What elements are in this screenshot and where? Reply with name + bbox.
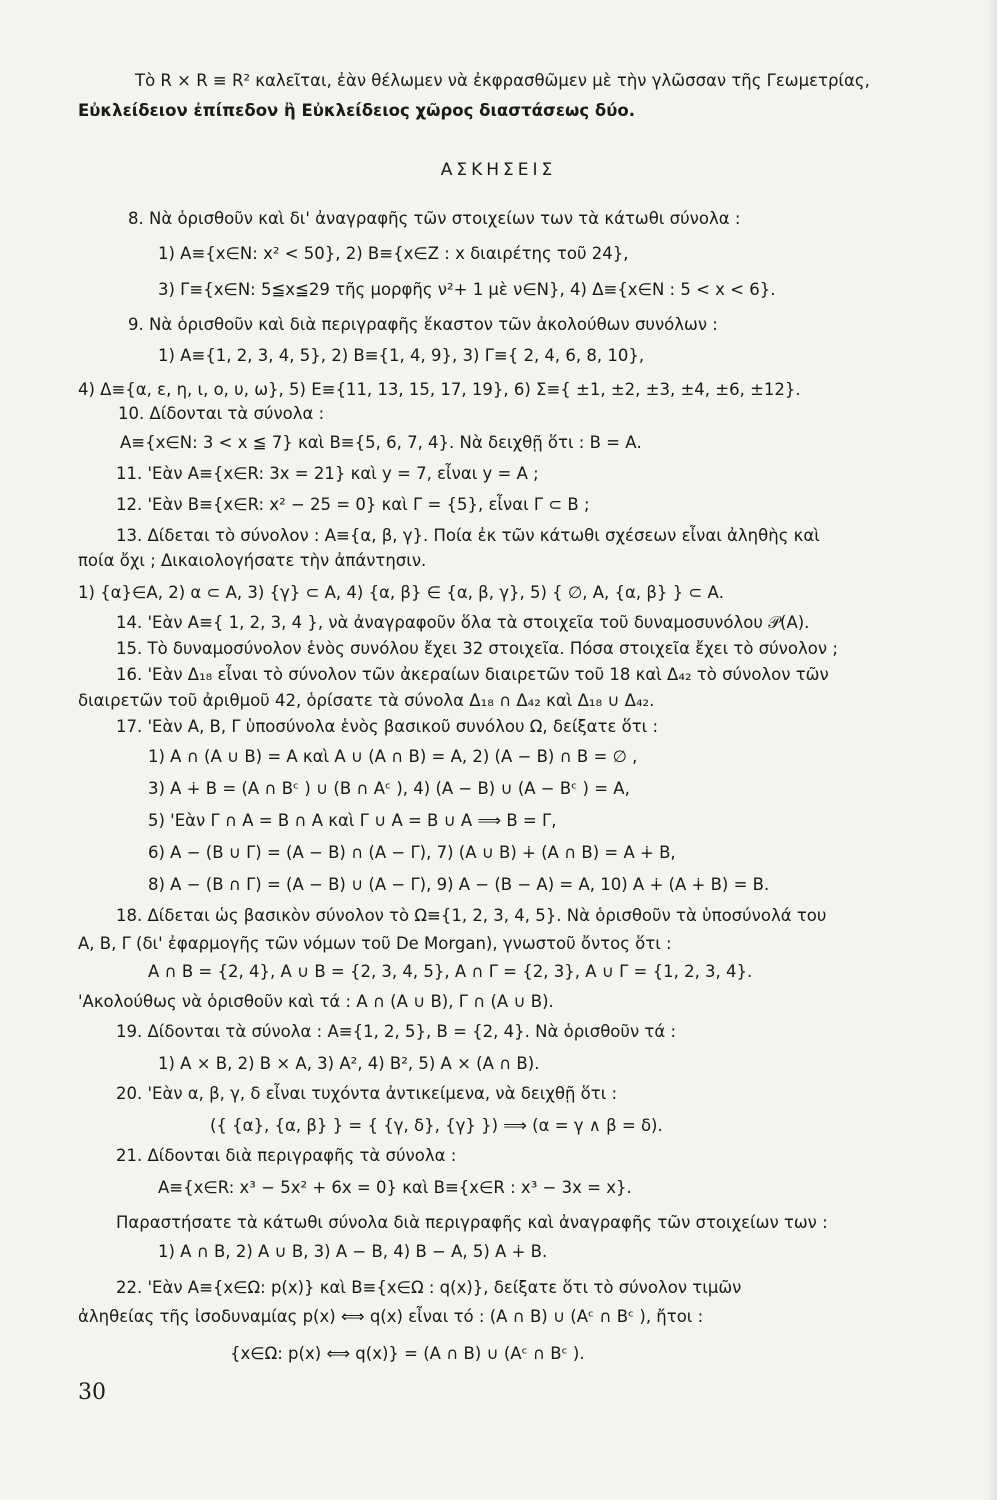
exercise-16-line: διαιρετῶν τοῦ ἀριθμοῦ 42, ὁρίσατε τὰ σύνολα Δ₁₈ ∩ Δ₄₂ καὶ Δ₁₈ ∪ Δ₄₂.: [78, 691, 655, 710]
exercise-19-line: 1) Α × Β, 2) Β × Α, 3) Α², 4) Β², 5) Α × (Α ∩ Β).: [158, 1054, 540, 1073]
exercise-17-line: 3) Α ∔ Β = (Α ∩ Βᶜ ) ∪ (Β ∩ Αᶜ ), 4) (Α − Β) ∪ (Α − Βᶜ ) = Α,: [148, 779, 630, 798]
exercise-18-line: Α, Β, Γ (δι' ἐφαρμογῆς τῶν νόμων τοῦ De Morgan), γνωστοῦ ὄντος ὅτι :: [78, 934, 672, 953]
exercise-18-line: 18. Δίδεται ὡς βασικὸν σύνολον τὸ Ω≡{1, 2, 3, 4, 5}. Νὰ ὁρισθοῦν τὰ ὑποσύνολά του: [116, 906, 827, 925]
intro-line-2: Εὐκλείδειον ἐπίπεδον ἢ Εὐκλείδειος χῶρος διαστάσεως δύο.: [78, 101, 635, 120]
exercise-21-line: 21. Δίδονται διὰ περιγραφῆς τὰ σύνολα :: [116, 1146, 457, 1165]
exercise-18-line: 'Ακολούθως νὰ ὁρισθοῦν καὶ τά : Α ∩ (Α ∪ Β), Γ ∩ (Α ∪ Β).: [78, 992, 554, 1011]
exercise-9-line: 9. Νὰ ὁρισθοῦν καὶ διὰ περιγραφῆς ἕκαστον τῶν ἀκολούθων συνόλων :: [128, 315, 718, 334]
exercise-17-line: 1) Α ∩ (Α ∪ Β) = Α καὶ Α ∪ (Α ∩ Β) = Α, 2) (Α − Β) ∩ Β = ∅ ,: [148, 747, 638, 766]
exercise-10-line: 10. Δίδονται τὰ σύνολα :: [118, 404, 325, 423]
exercise-8-line: 1) Α≡{x∈N: x² < 50}, 2) Β≡{x∈Z : x διαιρέτης τοῦ 24},: [158, 244, 629, 263]
exercise-22-line: ἀληθείας τῆς ἰσοδυναμίας p(x) ⟺ q(x) εἶναι τό : (Α ∩ Β) ∪ (Αᶜ ∩ Βᶜ ), ἤτοι :: [78, 1307, 704, 1326]
exercise-12-line: 12. 'Εὰν Β≡{x∈R: x² − 25 = 0} καὶ Γ = {5}, εἶναι Γ ⊂ Β ;: [116, 495, 590, 514]
exercise-22-line: 22. 'Εὰν Α≡{x∈Ω: p(x)} καὶ Β≡{x∈Ω : q(x)}, δείξατε ὅτι τὸ σύνολον τιμῶν: [116, 1278, 742, 1297]
exercise-8-line: 8. Νὰ ὁρισθοῦν καὶ δι' ἀναγραφῆς τῶν στοιχείων των τὰ κάτωθι σύνολα :: [128, 209, 741, 228]
exercise-20-line: ({ {α}, {α, β} } = { {γ, δ}, {γ} }) ⟹ (α = γ ∧ β = δ).: [210, 1116, 663, 1135]
exercise-17-line: 17. 'Εὰν Α, Β, Γ ὑποσύνολα ἑνὸς βασικοῦ συνόλου Ω, δείξατε ὅτι :: [116, 717, 659, 736]
exercise-20-line: 20. 'Εὰν α, β, γ, δ εἶναι τυχόντα ἀντικείμενα, νὰ δειχθῇ ὅτι :: [116, 1084, 618, 1103]
page-number: 30: [78, 1380, 106, 1405]
exercise-15-line: 15. Τὸ δυναμοσύνολον ἑνὸς συνόλου ἔχει 32 στοιχεῖα. Πόσα στοιχεῖα ἔχει τὸ σύνολον ;: [116, 639, 838, 658]
exercise-8-line: 3) Γ≡{x∈N: 5≦x≦29 τῆς μορφῆς ν²+ 1 μὲ ν∈N}, 4) Δ≡{x∈N : 5 < x < 6}.: [158, 280, 776, 299]
exercise-17-line: 8) Α − (Β ∩ Γ) = (Α − Β) ∪ (Α − Γ), 9) Α − (Β − Α) = Α, 10) Α ∔ (Α ∔ Β) = Β.: [148, 875, 770, 894]
exercise-10-line: Α≡{x∈N: 3 < x ≦ 7} καὶ Β≡{5, 6, 7, 4}. Νὰ δειχθῇ ὅτι : Β = Α.: [120, 433, 642, 452]
exercise-9-line: 4) Δ≡{α, ε, η, ι, ο, υ, ω}, 5) Ε≡{11, 13, 15, 17, 19}, 6) Σ≡{ ±1, ±2, ±3, ±4, ±6, ±12}.: [78, 380, 801, 399]
exercise-17-line: 6) Α − (Β ∪ Γ) = (Α − Β) ∩ (Α − Γ), 7) (Α ∪ Β) ∔ (Α ∩ Β) = Α ∔ Β,: [148, 843, 676, 862]
exercise-21-line: Α≡{x∈R: x³ − 5x² + 6x = 0} καὶ Β≡{x∈R : x³ − 3x = x}.: [158, 1178, 632, 1197]
exercise-13-line: 13. Δίδεται τὸ σύνολον : Α≡{α, β, γ}. Ποία ἐκ τῶν κάτωθι σχέσεων εἶναι ἀληθὴς καὶ: [116, 526, 820, 545]
exercise-13-line: ποία ὄχι ; Δικαιολογήσατε τὴν ἀπάντησιν.: [78, 551, 427, 570]
exercise-22-line: {x∈Ω: p(x) ⟺ q(x)} = (Α ∩ Β) ∪ (Αᶜ ∩ Βᶜ ).: [230, 1344, 585, 1363]
exercise-21-line: 1) Α ∩ Β, 2) Α ∪ Β, 3) Α − Β, 4) Β − Α, 5) Α ∔ Β.: [158, 1242, 548, 1261]
exercise-13-line: 1) {α}∈Α, 2) α ⊂ Α, 3) {γ} ⊂ Α, 4) {α, β} ∈ {α, β, γ}, 5) { ∅, Α, {α, β} } ⊂ Α.: [78, 583, 724, 602]
exercise-14-line: 14. 'Εὰν Α≡{ 1, 2, 3, 4 }, νὰ ἀναγραφοῦν ὅλα τὰ στοιχεῖα τοῦ δυναμοσυνόλου 𝒫(Α).: [116, 613, 810, 632]
page-edge: [987, 0, 997, 1500]
exercise-17-line: 5) 'Εὰν Γ ∩ Α = Β ∩ Α καὶ Γ ∪ Α = Β ∪ Α ⟹ Β = Γ,: [148, 811, 557, 830]
exercise-19-line: 19. Δίδονται τὰ σύνολα : Α≡{1, 2, 5}, Β = {2, 4}. Νὰ ὁρισθοῦν τά :: [116, 1022, 677, 1041]
exercise-18-line: Α ∩ Β = {2, 4}, Α ∪ Β = {2, 3, 4, 5}, Α ∩ Γ = {2, 3}, Α ∪ Γ = {1, 2, 3, 4}.: [148, 962, 753, 981]
intro-line-1: Τὸ R × R ≡ R² καλεῖται, ἐὰν θέλωμεν νὰ ἐκφρασθῶμεν μὲ τὴν γλῶσσαν τῆς Γεωμετρίας,: [135, 71, 870, 90]
section-heading: ΑΣΚΗΣΕΙΣ: [440, 160, 557, 180]
exercise-11-line: 11. 'Εὰν Α≡{x∈R: 3x = 21} καὶ y = 7, εἶναι y = Α ;: [116, 464, 539, 483]
exercise-21-line: Παραστήσατε τὰ κάτωθι σύνολα διὰ περιγραφῆς καὶ ἀναγραφῆς τῶν στοιχείων των :: [116, 1213, 828, 1232]
exercise-9-line: 1) Α≡{1, 2, 3, 4, 5}, 2) Β≡{1, 4, 9}, 3) Γ≡{ 2, 4, 6, 8, 10},: [158, 346, 645, 365]
exercise-16-line: 16. 'Εὰν Δ₁₈ εἶναι τὸ σύνολον τῶν ἀκεραίων διαιρετῶν τοῦ 18 καὶ Δ₄₂ τὸ σύνολον τῶν: [116, 665, 829, 684]
